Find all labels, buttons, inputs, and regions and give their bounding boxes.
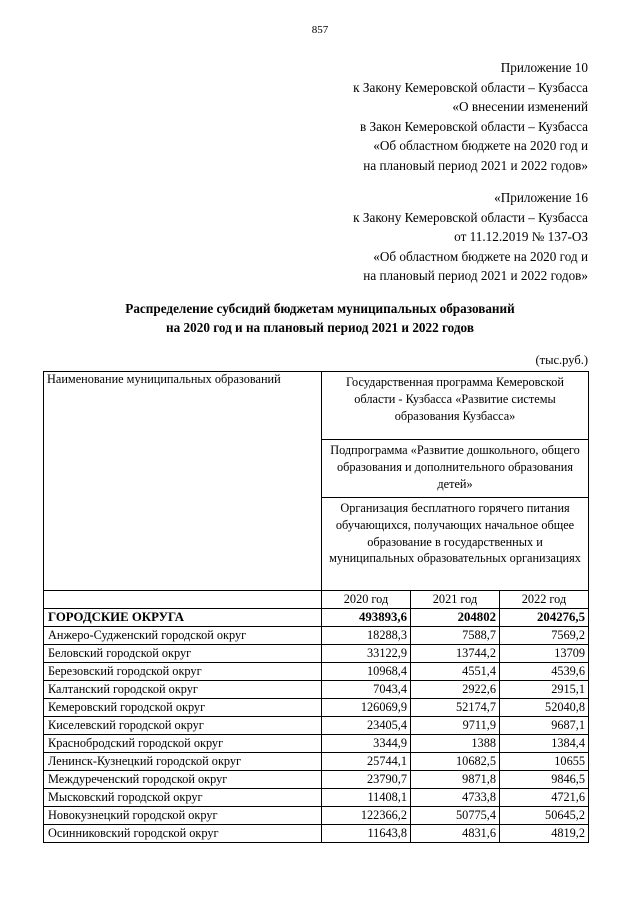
table-row bbox=[44, 699, 589, 717]
value-2022: 52040,8 bbox=[500, 699, 589, 717]
value-2022: 4539,6 bbox=[500, 663, 589, 681]
value-2021: 4551,4 bbox=[411, 663, 500, 681]
municipality-name: Краснобродский городской округ bbox=[44, 735, 322, 753]
value-2020: 11408,1 bbox=[322, 789, 411, 807]
value-2020: 25744,1 bbox=[322, 753, 411, 771]
appendix-line: на плановый период 2021 и 2022 годов» bbox=[363, 157, 588, 173]
value-2022: 9846,5 bbox=[500, 771, 589, 789]
appendix-line: «Об областном бюджете на 2020 год и bbox=[373, 248, 588, 264]
value-2022: 9687,1 bbox=[500, 717, 589, 735]
value-2022: 204276,5 bbox=[500, 609, 589, 627]
appendix-line: от 11.12.2019 № 137-ОЗ bbox=[454, 229, 588, 244]
appendix-heading-2 bbox=[353, 188, 588, 286]
value-2021: 50775,4 bbox=[411, 807, 500, 825]
title-line: Распределение субсидий бюджетам муниципальных образований bbox=[125, 301, 515, 316]
municipality-name: Ленинск-Кузнецкий городской округ bbox=[44, 753, 322, 771]
value-2020: 18288,3 bbox=[322, 627, 411, 645]
value-2020: 122366,2 bbox=[322, 807, 411, 825]
value-2021: 2922,6 bbox=[411, 681, 500, 699]
municipality-name: Кемеровский городской округ bbox=[44, 699, 322, 717]
appendix-line: в Закон Кемеровской области – Кузбасса bbox=[359, 118, 588, 134]
year-header-2022: 2022 год bbox=[500, 591, 589, 609]
value-2020: 11643,8 bbox=[322, 825, 411, 843]
table-body bbox=[44, 609, 589, 843]
table-row bbox=[44, 789, 589, 807]
value-2022: 1384,4 bbox=[500, 735, 589, 753]
municipality-name: ГОРОДСКИЕ ОКРУГА bbox=[44, 609, 322, 627]
table-row bbox=[44, 681, 589, 699]
value-2021: 7588,7 bbox=[411, 627, 500, 645]
program-header: Государственная программа Кемеровской области - Кузбасса «Развитие системы образования Кузбасса» bbox=[322, 372, 589, 440]
table-row bbox=[44, 663, 589, 681]
value-2022: 4819,2 bbox=[500, 825, 589, 843]
year-header-2020: 2020 год bbox=[322, 591, 411, 609]
value-2020: 23790,7 bbox=[322, 771, 411, 789]
table-row bbox=[44, 735, 589, 753]
measure-header: Организация бесплатного горячего питания обучающихся, получающих начальное общее образование в государственных и муниципальных образовательных организациях bbox=[322, 498, 589, 591]
value-2021: 4831,6 bbox=[411, 825, 500, 843]
value-2020: 23405,4 bbox=[322, 717, 411, 735]
year-header-2021: 2021 год bbox=[411, 591, 500, 609]
value-2021: 10682,5 bbox=[411, 753, 500, 771]
year-header-blank bbox=[44, 591, 322, 609]
appendix-line: на плановый период 2021 и 2022 годов» bbox=[363, 268, 588, 283]
value-2022: 7569,2 bbox=[500, 627, 589, 645]
municipality-name: Анжеро-Судженский городской округ bbox=[44, 627, 322, 645]
table-row bbox=[44, 717, 589, 735]
appendix-line: «Об областном бюджете на 2020 год и bbox=[373, 138, 588, 153]
table-row bbox=[44, 807, 589, 825]
value-2022: 2915,1 bbox=[500, 681, 589, 699]
municipality-name: Киселевский городской округ bbox=[44, 717, 322, 735]
value-2021: 52174,7 bbox=[411, 699, 500, 717]
municipality-name: Березовский городской округ bbox=[44, 663, 322, 681]
appendix-line: к Закону Кемеровской области – Кузбасса bbox=[353, 79, 588, 95]
municipality-name: Новокузнецкий городской округ bbox=[44, 807, 322, 825]
table-row bbox=[44, 825, 589, 843]
value-2022: 13709 bbox=[500, 645, 589, 663]
value-2021: 13744,2 bbox=[411, 645, 500, 663]
value-2021: 9711,9 bbox=[411, 717, 500, 735]
value-2022: 50645,2 bbox=[500, 807, 589, 825]
value-2021: 204802 bbox=[411, 609, 500, 627]
value-2022: 10655 bbox=[500, 753, 589, 771]
appendix-line: «О внесении изменений bbox=[452, 99, 588, 114]
appendix-line: к Закону Кемеровской области – Кузбасса bbox=[353, 209, 588, 225]
value-2021: 9871,8 bbox=[411, 771, 500, 789]
unit-label: (тыс.руб.) bbox=[535, 353, 588, 367]
table-row bbox=[44, 645, 589, 663]
value-2020: 7043,4 bbox=[322, 681, 411, 699]
municipality-name: Беловский городской округ bbox=[44, 645, 322, 663]
column-header-name: Наименование муниципальных образований bbox=[44, 372, 322, 591]
subprogram-header: Подпрограмма «Развитие дошкольного, общего образования и дополнительного образования детей» bbox=[322, 440, 589, 498]
appendix-line: «Приложение 16 bbox=[494, 190, 588, 205]
value-2020: 3344,9 bbox=[322, 735, 411, 753]
table-row bbox=[44, 753, 589, 771]
municipality-name: Мысковский городской округ bbox=[44, 789, 322, 807]
value-2020: 10968,4 bbox=[322, 663, 411, 681]
value-2020: 33122,9 bbox=[322, 645, 411, 663]
appendix-line: Приложение 10 bbox=[500, 60, 588, 75]
municipality-name: Междуреченский городской округ bbox=[44, 771, 322, 789]
value-2020: 126069,9 bbox=[322, 699, 411, 717]
subsidy-table bbox=[43, 371, 589, 843]
municipality-name: Осинниковский городской округ bbox=[44, 825, 322, 843]
page-number: 857 bbox=[311, 24, 329, 36]
appendix-heading-1 bbox=[353, 58, 588, 175]
municipality-name: Калтанский городской округ bbox=[44, 681, 322, 699]
table-row bbox=[44, 627, 589, 645]
document-title bbox=[0, 299, 640, 337]
value-2020: 493893,6 bbox=[322, 609, 411, 627]
table-row-total bbox=[44, 609, 589, 627]
title-line: на 2020 год и на плановый период 2021 и 2022 годов bbox=[166, 320, 474, 335]
value-2022: 4721,6 bbox=[500, 789, 589, 807]
value-2021: 4733,8 bbox=[411, 789, 500, 807]
table-row bbox=[44, 771, 589, 789]
value-2021: 1388 bbox=[411, 735, 500, 753]
